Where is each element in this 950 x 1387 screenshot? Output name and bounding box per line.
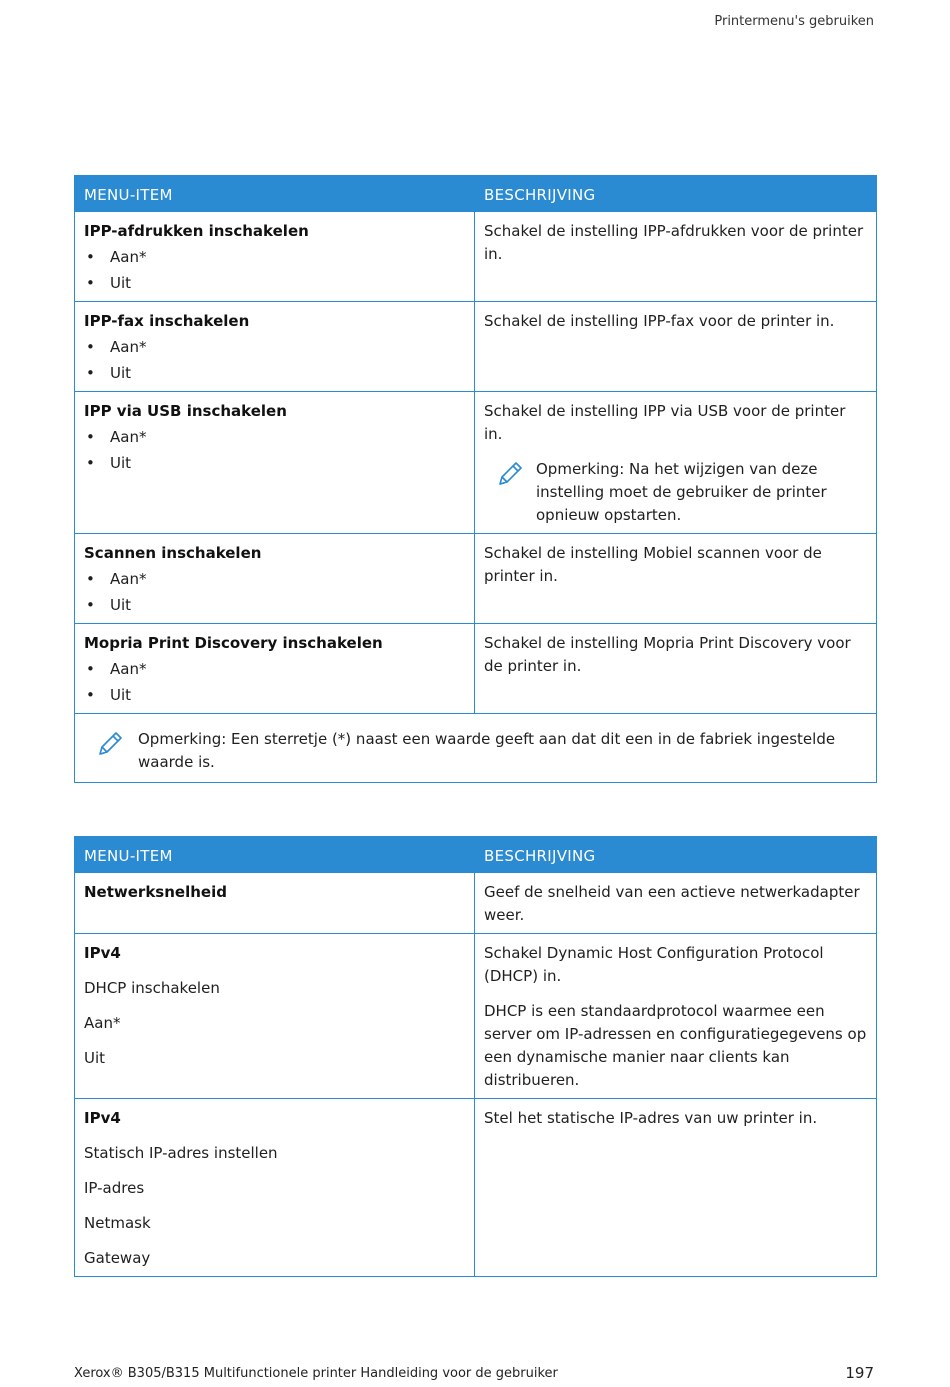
column-header-menu-item: MENU-ITEM: [75, 837, 475, 873]
pencil-note-icon: [496, 460, 524, 527]
menu-item-line: Gateway: [84, 1249, 151, 1267]
note-text: Opmerking: Na het wijzigen van deze instelling moet de gebruiker de printer opnieuw opstarten.: [536, 460, 827, 524]
running-header: Printermenu's gebruiken: [714, 14, 874, 29]
table-row: [75, 873, 877, 934]
table-row: [75, 302, 877, 392]
column-header-description: BESCHRIJVING: [475, 837, 877, 873]
option-item: • Aan*: [84, 568, 465, 591]
option-item: • Aan*: [84, 336, 465, 359]
menu-item-title: Mopria Print Discovery inschakelen: [84, 634, 383, 652]
option-item: • Uit: [84, 684, 465, 707]
option-item: • Aan*: [84, 658, 465, 681]
menu-item-description: Schakel de instelling Mopria Print Discovery voor de printer in.: [484, 634, 851, 675]
footnote-text: Opmerking: Een sterretje (*) naast een waarde geeft aan dat dit een in de fabriek ingestelde waarde is.: [138, 730, 836, 771]
option-item: • Uit: [84, 272, 465, 295]
menu-item-title: IPv4: [84, 944, 121, 962]
menu-item-line: Aan*: [84, 1014, 121, 1032]
menu-item-title: IPP-fax inschakelen: [84, 312, 250, 330]
menu-item-title: IPP via USB inschakelen: [84, 402, 287, 420]
menu-item-description: Schakel de instelling IPP via USB voor de printer in.: [484, 402, 846, 443]
menu-item-line: Statisch IP-adres instellen: [84, 1144, 278, 1162]
menu-item-title: IPv4: [84, 1109, 121, 1127]
footnote-box: [84, 714, 867, 776]
option-item: • Uit: [84, 594, 465, 617]
option-item: • Uit: [84, 452, 465, 475]
option-item: • Aan*: [84, 246, 465, 269]
menu-item-title: IPP-afdrukken inschakelen: [84, 222, 309, 240]
menu-item-description: Schakel Dynamic Host Configuration Protocol (DHCP) in.: [484, 944, 824, 985]
table-row: [75, 534, 877, 624]
column-header-description: BESCHRIJVING: [475, 176, 877, 212]
menu-table-network: [74, 836, 877, 1277]
option-item: • Uit: [84, 362, 465, 385]
table-row: [75, 624, 877, 714]
note-box: [496, 458, 867, 527]
menu-item-description: Schakel de instelling IPP-afdrukken voor de printer in.: [484, 222, 864, 263]
menu-item-description: Stel het statische IP-adres van uw printer in.: [484, 1109, 818, 1127]
menu-item-line: Uit: [84, 1049, 106, 1067]
footer-doc-title: Xerox® B305/B315 Multifunctionele printer Handleiding voor de gebruiker: [74, 1366, 558, 1381]
option-item: • Aan*: [84, 426, 465, 449]
menu-item-description-extra: DHCP is een standaardprotocol waarmee een server om IP-adressen en configuratiegegevens op een dynamische manier naar clients kan distribueren.: [484, 1002, 867, 1089]
table-row: [75, 934, 877, 1099]
menu-item-description: Geef de snelheid van een actieve netwerkadapter weer.: [484, 883, 860, 924]
menu-item-title: Scannen inschakelen: [84, 544, 262, 562]
page-number: 197: [845, 1364, 874, 1382]
column-header-menu-item: MENU-ITEM: [75, 176, 475, 212]
menu-item-line: Netmask: [84, 1214, 151, 1232]
menu-table-ipp: [74, 175, 877, 783]
table-footnote-row: [75, 714, 877, 783]
menu-item-title: Netwerksnelheid: [84, 883, 227, 901]
table-row: [75, 212, 877, 302]
menu-item-line: IP-adres: [84, 1179, 145, 1197]
pencil-note-icon: [96, 730, 124, 774]
menu-item-description: Schakel de instelling IPP-fax voor de printer in.: [484, 312, 835, 330]
menu-item-description: Schakel de instelling Mobiel scannen voor de printer in.: [484, 544, 822, 585]
table-row: [75, 1099, 877, 1277]
menu-item-line: DHCP inschakelen: [84, 979, 220, 997]
table-row: [75, 392, 877, 534]
